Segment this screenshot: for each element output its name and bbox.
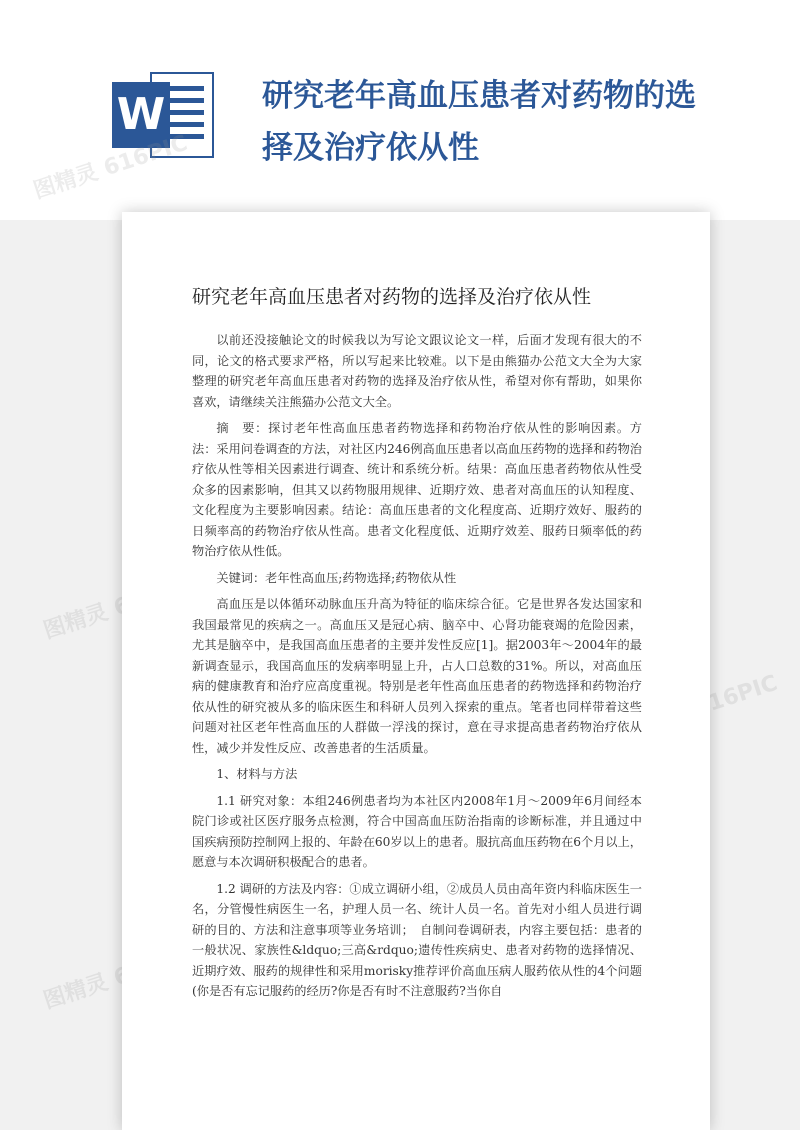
intro-paragraph: 以前还没接触论文的时候我以为写论文跟议论文一样，后面才发现有很大的不同，论文的格式要求严格，所以写起来比较难。以下是由熊猫办公范文大全为大家整理的研究老年高血压患者对药物的选择及治疗依从性，希望对你有帮助，如果你喜欢，请继续关注熊猫办公范文大全。 [192, 333, 642, 409]
methods-paragraph: 1.2 调研的方法及内容：①成立调研小组，②成员人员由高年资内科临床医生一名，分管慢性病医生一名，护理人员一名、统计人员一名。首先对小组人员进行调研的目的、方法和注意事项等业务培训； 自制问卷调研表，内容主要包括：患者的一般状况、家族性&ldquo;三高&rdquo;遗传性疾病史、患者对药物的选择情况、近期疗效、服药的规律性和采用morisky推荐评价高血压病人服药依从性的4个问题(你是否有忘记服药的经历?你是否有时不注意服药?当你自 [192, 881, 642, 998]
section-heading: 1、材料与方法 [216, 767, 298, 781]
document-body [192, 330, 642, 1008]
word-document-icon: W [112, 72, 216, 158]
background-paragraph: 高血压是以体循环动脉血压升高为特征的临床综合征。它是世界各发达国家和我国最常见的疾病之一。高血压又是冠心病、脑卒中、心肾功能衰竭的危险因素，尤其是脑卒中，是我国高血压患者的主要并发性反应[1]。据2003年～2004年的最新调查显示，我国高血压的发病率明显上升，占人口总数的31%。所以，对高血压病的健康教育和治疗应高度重视。特别是老年性高血压患者的药物选择和药物治疗依从性的研究被从多的临床医生和科研人员列入探索的重点。笔者也同样带着这些问题对社区老年性高血压的人群做一浮浅的探讨，意在寻求提高患者药物治疗依从性，减少并发性反应、改善患者的生活质量。 [192, 597, 642, 755]
watermark: 图精灵 616PIC [40, 940, 201, 1015]
watermark: 图精灵 616PIC [40, 570, 201, 645]
watermark: 616PIC [690, 670, 781, 722]
document-title: 研究老年高血压患者对药物的选择及治疗依从性 [192, 286, 592, 308]
subjects-paragraph: 1.1 研究对象：本组246例患者均为本社区内2008年1月～2009年6月间经本院门诊或社区医疗服务点检测，符合中国高血压防治指南的诊断标准，并且通过中国疾病预防控制网上报的、年龄在60岁以上的患者。服抗高血压药物在6个月以上，愿意与本次调研积极配合的患者。 [192, 793, 642, 869]
abstract-paragraph: 摘 要：探讨老年性高血压患者药物选择和药物治疗依从性的影响因素。方法：采用问卷调查的方法，对社区内246例高血压患者以高血压药物的选择和药物治疗依从性等相关因素进行调查、统计和系统分析。结果：高血压患者药物依从性受众多的因素影响，但其又以药物服用规律、近期疗效、患者对高血压的认知程度、文化程度为主要影响因素。结论：高血压患者的文化程度高、近期疗效好、服药的日频率高的药物治疗依从性高。患者文化程度低、近期疗效差、服药日频率低的药物治疗依从性低。 [192, 421, 642, 558]
document-page [122, 212, 710, 1130]
header-title: 研究老年高血压患者对药物的选择及治疗依从性 [262, 78, 696, 166]
header-banner [0, 0, 800, 220]
keywords-paragraph: 关键词：老年性高血压;药物选择;药物依从性 [216, 570, 457, 585]
